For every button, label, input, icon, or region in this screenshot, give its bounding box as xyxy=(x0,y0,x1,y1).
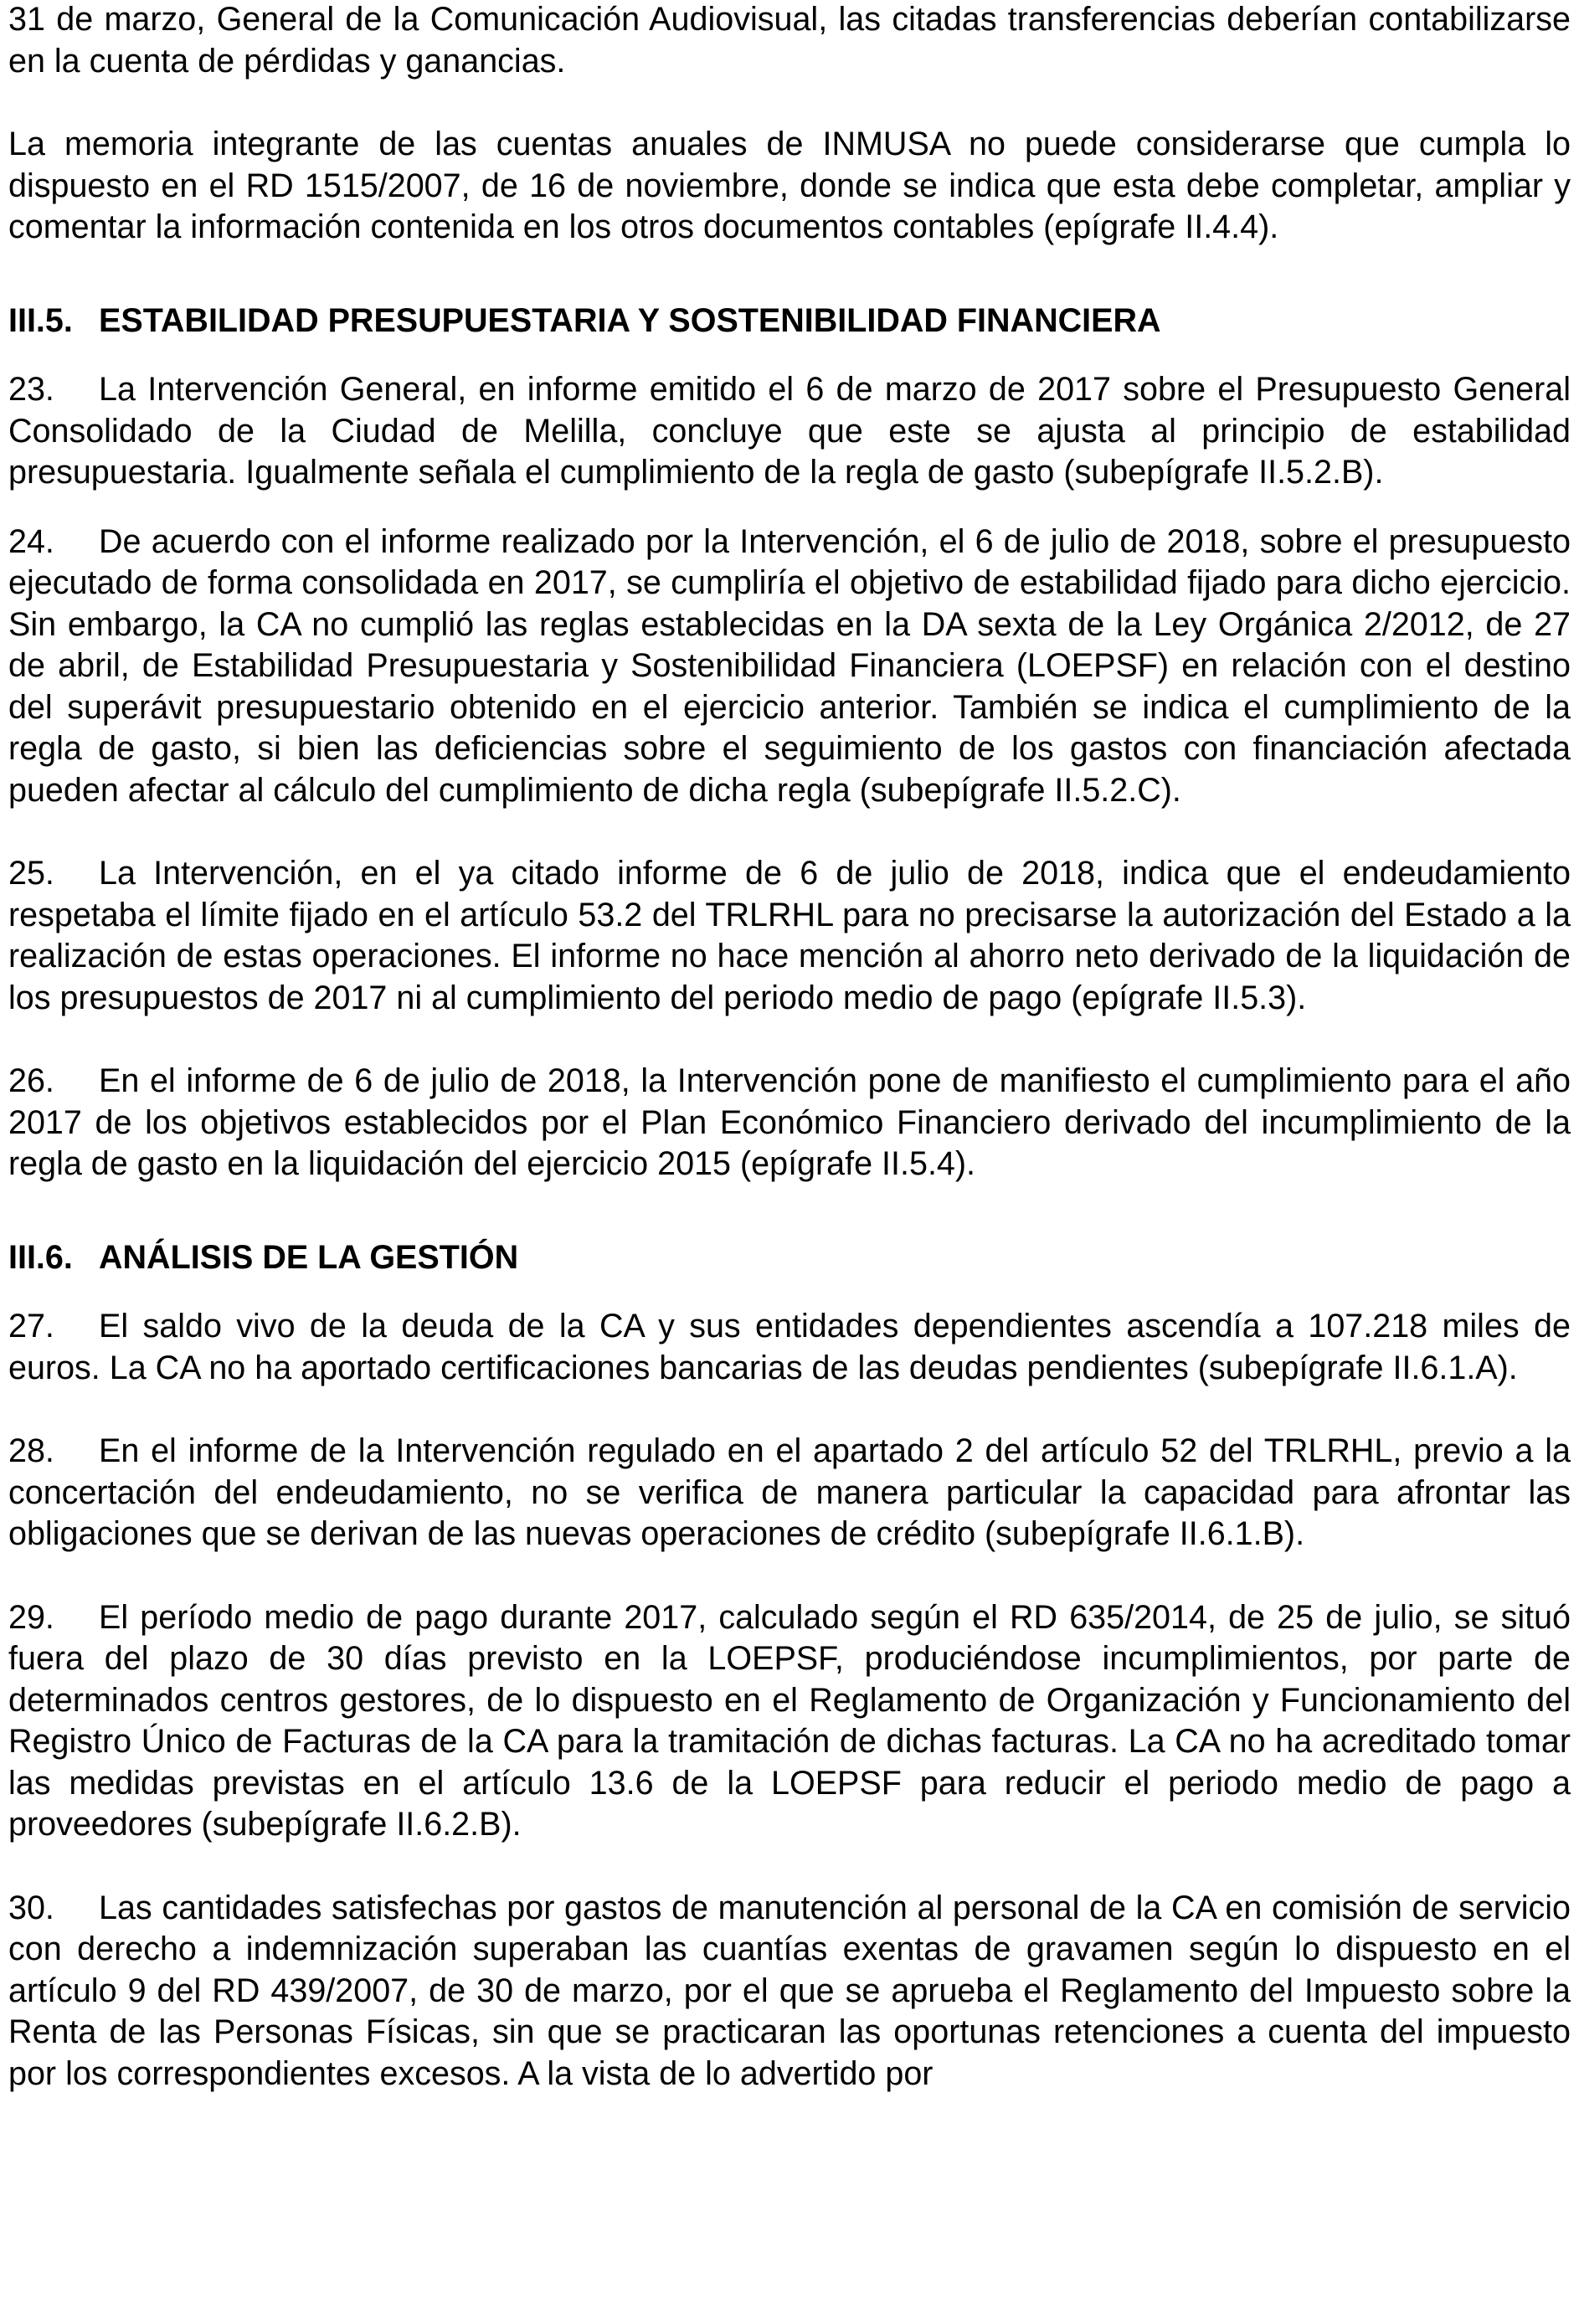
paragraph-number: 30. xyxy=(8,1889,54,1926)
paragraph-25 xyxy=(8,853,1571,1019)
paragraph-text: Las cantidades satisfechas por gastos de manutención al personal de la CA en comisión de servicio con derecho a indemnización superaban las cuantías exentas de gravamen según lo dispuesto en el artículo 9 del RD 439/2007, de 30 de marzo, por el que se aprueba el Reglamento del Impuesto sobre la Renta de las Personas Físicas, sin que se practicaran las oportunas retenciones a cuenta del impuesto por los correspondientes excesos. A la vista de lo advertido por xyxy=(8,1889,1571,2092)
section-number: III.5. xyxy=(8,301,73,339)
paragraph-text: En el informe de 6 de julio de 2018, la Intervención pone de manifiesto el cumplimiento para el año 2017 de los objetivos establecidos por el Plan Económico Financiero derivado del incumplimiento de la regla de gasto en la liquidación del ejercicio 2015 (epígrafe II.5.4). xyxy=(8,1062,1571,1182)
paragraph-number: 23. xyxy=(8,371,54,408)
section-title: ESTABILIDAD PRESUPUESTARIA Y SOSTENIBILIDAD FINANCIERA xyxy=(99,301,1161,339)
paragraph-number: 24. xyxy=(8,522,54,560)
section-heading-stability xyxy=(8,301,1571,342)
paragraph-intro: 31 de marzo, General de la Comunicación Audiovisual, las citadas transferencias deberían contabilizarse en la cuenta de pérdidas y ganancias. xyxy=(8,1,1571,80)
paragraph-number: 27. xyxy=(8,1308,54,1345)
section-heading-management xyxy=(8,1237,1571,1279)
paragraph-text: De acuerdo con el informe realizado por la Intervención, el 6 de julio de 2018, sobre el presupuesto ejecutado de forma consolidada en 2017, se cumpliría el objetivo de estabilidad fijado para dicho ejercicio. Sin embargo, la CA no cumplió las reglas establecidas en la DA sexta de la Ley Orgánica 2/2012, de 27 de abril, de Estabilidad Presupuestaria y Sostenibilidad Financiera (LOEPSF) en relación con el destino del superávit presupuestario obtenido en el ejercicio anterior. También se indica el cumplimiento de la regla de gasto, si bien las deficiencias sobre el seguimiento de los gastos con financiación afectada pueden afectar al cálculo del cumplimiento de dicha regla (subepígrafe II.5.2.C). xyxy=(8,522,1571,809)
paragraph-text: En el informe de la Intervención regulado en el apartado 2 del artículo 52 del TRLRHL, previo a la concertación del endeudamiento, no se verifica de manera particular la capacidad para afrontar las obligaciones que se derivan de las nuevas operaciones de crédito (subepígrafe II.6.1.B). xyxy=(8,1432,1571,1552)
paragraph-30 xyxy=(8,1888,1571,2095)
paragraph-text: La Intervención General, en informe emitido el 6 de marzo de 2017 sobre el Presupuesto General Consolidado de la Ciudad de Melilla, concluye que este se ajusta al principio de estabilidad presupuestaria. Igualmente señala el cumplimiento de la regla de gasto (subepígrafe II.5.2.B). xyxy=(8,371,1571,491)
document-page xyxy=(8,0,1571,2095)
paragraph-number: 28. xyxy=(8,1432,54,1469)
paragraph-23 xyxy=(8,369,1571,494)
paragraph-26 xyxy=(8,1061,1571,1185)
paragraph-27 xyxy=(8,1306,1571,1389)
section-title: ANÁLISIS DE LA GESTIÓN xyxy=(99,1238,519,1276)
paragraph-24 xyxy=(8,522,1571,812)
paragraph-number: 25. xyxy=(8,855,54,892)
paragraph-text: La Intervención, en el ya citado informe de 6 de julio de 2018, indica que el endeudamiento respetaba el límite fijado en el artículo 53.2 del TRLRHL para no precisarse la autorización del Estado a la realización de estas operaciones. El informe no hace mención al ahorro neto derivado de la liquidación de los presupuestos de 2017 ni al cumplimiento del periodo medio de pago (epígrafe II.5.3). xyxy=(8,855,1571,1016)
paragraph-text: El saldo vivo de la deuda de la CA y sus entidades dependientes ascendía a 107.218 miles de euros. La CA no ha aportado certificaciones bancarias de las deudas pendientes (subepígrafe II.6.1.A). xyxy=(8,1308,1571,1386)
paragraph-number: 26. xyxy=(8,1062,54,1099)
paragraph-memoria: La memoria integrante de las cuentas anuales de INMUSA no puede considerarse que cumpla lo dispuesto en el RD 1515/2007, de 16 de noviembre, donde se indica que esta debe completar, ampliar y comentar la información contenida en los otros documentos contables (epígrafe II.4.4). xyxy=(8,126,1571,245)
paragraph-29 xyxy=(8,1597,1571,1846)
paragraph-number: 29. xyxy=(8,1598,54,1636)
paragraph-text: El período medio de pago durante 2017, calculado según el RD 635/2014, de 25 de julio, se situó fuera del plazo de 30 días previsto en la LOEPSF, produciéndose incumplimientos, por parte de determinados centros gestores, de lo dispuesto en el Reglamento de Organización y Funcionamiento del Registro Único de Facturas de la CA para la tramitación de dichas facturas. La CA no ha acreditado tomar las medidas previstas en el artículo 13.6 de la LOEPSF para reducir el periodo medio de pago a proveedores (subepígrafe II.6.2.B). xyxy=(8,1598,1571,1843)
paragraph-28 xyxy=(8,1431,1571,1555)
section-number: III.6. xyxy=(8,1238,73,1276)
